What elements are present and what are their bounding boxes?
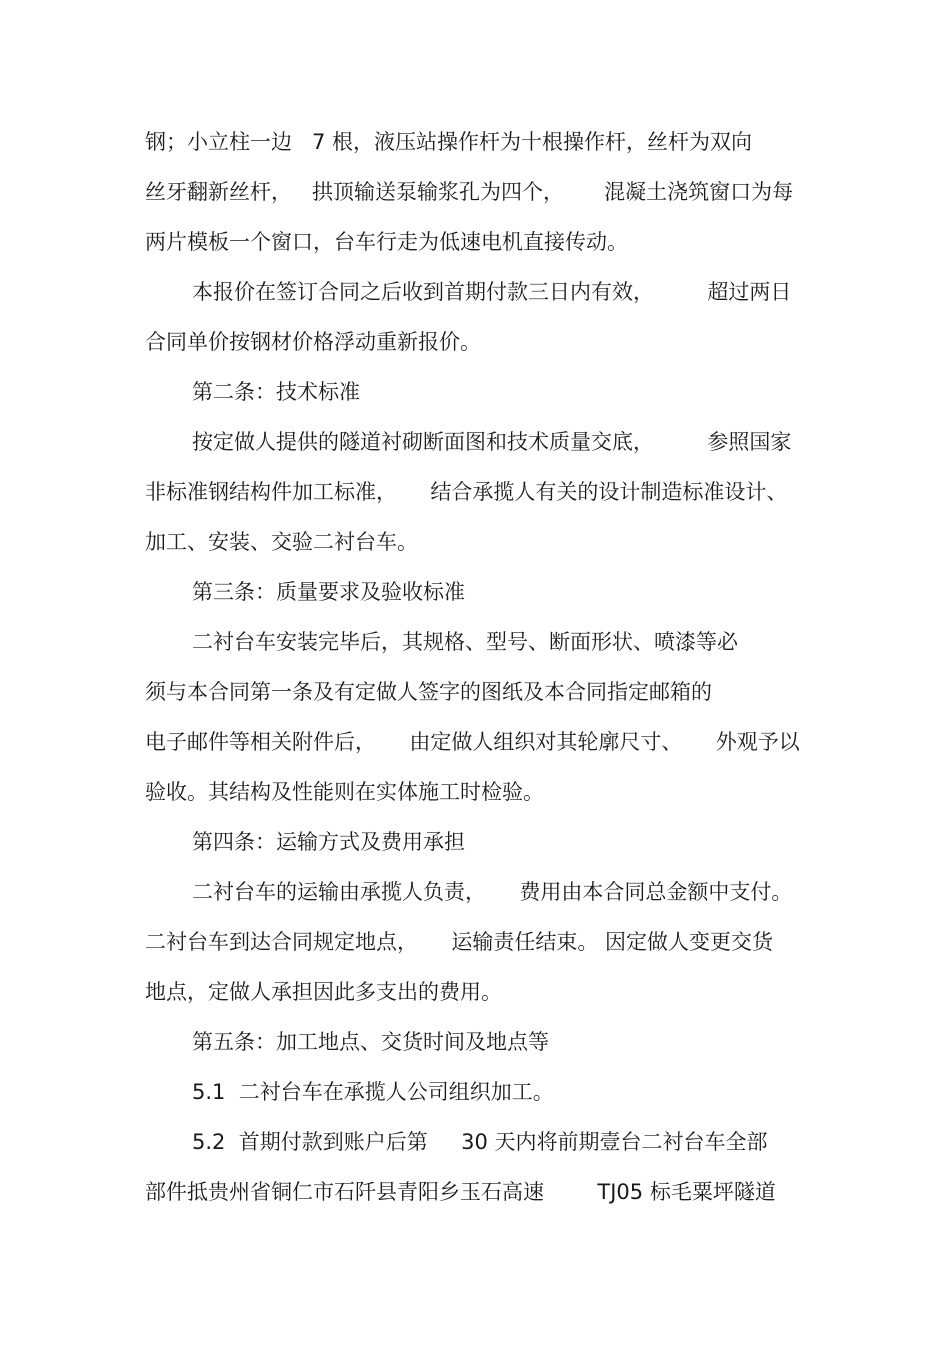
paragraph-first-line: 二衬台车的运输由承揽人负责， 费用由本合同总金额中支付。 [192, 880, 793, 904]
text-line: 非标准钢结构件加工标准， 结合承揽人有关的设计制造标准设计、 [145, 480, 788, 504]
section-heading: 第五条：加工地点、交货时间及地点等 [192, 1030, 549, 1054]
text-line: 须与本合同第一条及有定做人签字的图纸及本合同指定邮箱的 [145, 680, 712, 704]
section-heading: 第三条：质量要求及验收标准 [192, 580, 465, 604]
clause-item: 5.2 首期付款到账户后第 30 天内将前期壹台二衬台车全部 [192, 1130, 768, 1154]
text-line: 两片模板一个窗口，台车行走为低速电机直接传动。 [145, 230, 628, 254]
text-line: 部件抵贵州省铜仁市石阡县青阳乡玉石高速 TJ05 标毛粟坪隧道 [145, 1180, 776, 1204]
text-line: 电子邮件等相关附件后， 由定做人组织对其轮廓尺寸、 外观予以 [145, 730, 800, 754]
text-line: 合同单价按钢材价格浮动重新报价。 [145, 330, 481, 354]
text-line: 加工、安装、交验二衬台车。 [145, 530, 418, 554]
section-heading: 第二条：技术标准 [192, 380, 360, 404]
text-line: 地点，定做人承担因此多支出的费用。 [145, 980, 502, 1004]
text-line: 钢；小立柱一边 7 根，液压站操作杆为十根操作杆，丝杆为双向 [145, 130, 753, 154]
text-line: 验收。其结构及性能则在实体施工时检验。 [145, 780, 544, 804]
paragraph-first-line: 本报价在签订合同之后收到首期付款三日内有效， 超过两日 [192, 280, 792, 304]
text-line: 丝牙翻新丝杆， 拱顶输送泵输浆孔为四个， 混凝土浇筑窗口为每 [145, 180, 794, 204]
paragraph-first-line: 按定做人提供的隧道衬砌断面图和技术质量交底， 参照国家 [192, 430, 792, 454]
clause-item: 5.1 二衬台车在承揽人公司组织加工。 [192, 1080, 554, 1104]
text-line: 二衬台车到达合同规定地点， 运输责任结束。 因定做人变更交货 [145, 930, 774, 954]
paragraph-first-line: 二衬台车安装完毕后，其规格、型号、断面形状、喷漆等必 [192, 630, 738, 654]
section-heading: 第四条：运输方式及费用承担 [192, 830, 465, 854]
